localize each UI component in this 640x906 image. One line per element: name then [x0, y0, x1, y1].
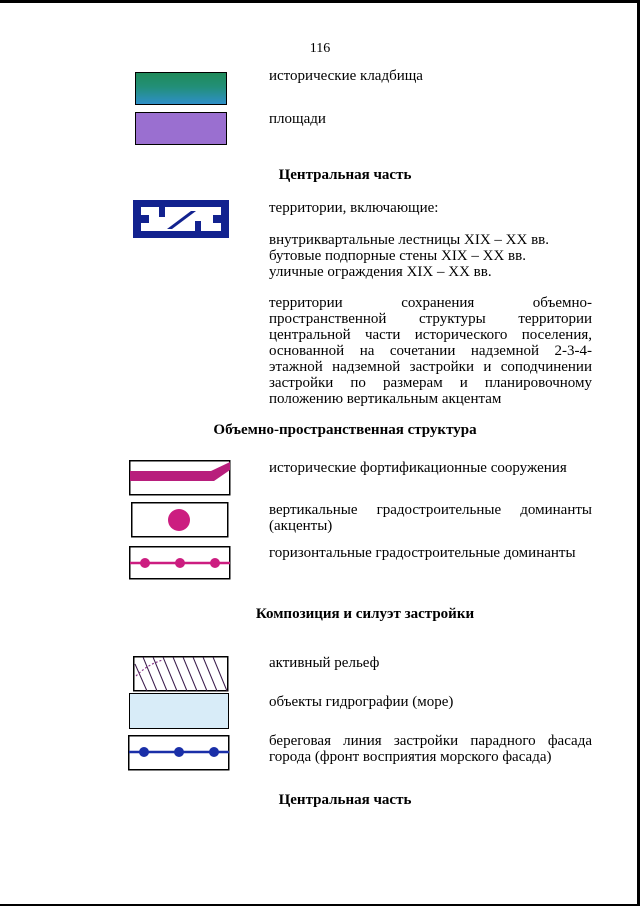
paragraph-line: территории сохранения объемно- — [269, 295, 592, 311]
scan-edge-top — [0, 0, 640, 3]
legend-label-fortifications: исторические фортификационные сооружения — [269, 460, 567, 476]
dot-accent-icon — [131, 502, 229, 538]
hatched-relief-icon — [133, 656, 229, 692]
line-with-dots-icon — [129, 546, 231, 580]
legend-label-sea: объекты гидрографии (море) — [269, 694, 454, 710]
legend-label-coastline — [269, 733, 592, 765]
legend-label-relief: активный рельеф — [269, 655, 380, 671]
label-line: (акценты) — [269, 518, 333, 534]
territories-list — [269, 232, 549, 280]
legend-label-cemeteries: исторические кладбища — [269, 68, 423, 84]
gradient-green-blue-swatch — [135, 72, 227, 105]
legend-label-squares: площади — [269, 111, 326, 127]
legend-label-vertical-dominants — [269, 502, 592, 534]
list-item: внутриквартальные лестницы XIX – XX вв. — [269, 232, 550, 248]
section-heading-volume: Объемно-пространственная структура — [213, 422, 477, 438]
fortification-band-icon — [129, 460, 231, 496]
paragraph-line: этажной надземной застройки и соподчинении — [269, 359, 592, 375]
paragraph-line: положению вертикальным акцентам — [269, 391, 502, 407]
light-blue-swatch — [129, 693, 229, 729]
legend-label-horizontal-dominants: горизонтальные градостроительные доминанты — [269, 545, 576, 561]
label-line: береговая линия застройки парадного фасада — [269, 733, 592, 749]
territories-label: территории, включающие: — [269, 200, 439, 216]
section-heading-central-2: Центральная часть — [278, 792, 412, 808]
paragraph-line: пространственной структуры территории — [269, 311, 592, 327]
paragraph-line: основанной на сочетании надземной 2-3-4- — [269, 343, 592, 359]
label-line: вертикальные градостроительные доминанты — [269, 502, 592, 518]
paragraph-line: центральной части исторического поселения, — [269, 327, 592, 343]
page-number: 116 — [309, 41, 331, 56]
section-heading-composition: Композиция и силуэт застройки — [255, 606, 475, 622]
section-heading-central: Центральная часть — [278, 167, 412, 183]
label-line: города (фронт восприятия морского фасада) — [269, 749, 552, 765]
list-item: уличные ограждения XIX – XX вв. — [269, 264, 492, 280]
list-item: бутовые подпорные стены XIX – XX вв. — [269, 248, 526, 264]
navy-stairs-walls-icon — [133, 200, 229, 238]
blue-line-dots-icon — [128, 735, 230, 771]
purple-swatch — [135, 112, 227, 145]
paragraph-line: застройки по размерам и планировочному — [269, 375, 592, 391]
preservation-paragraph — [269, 295, 592, 407]
